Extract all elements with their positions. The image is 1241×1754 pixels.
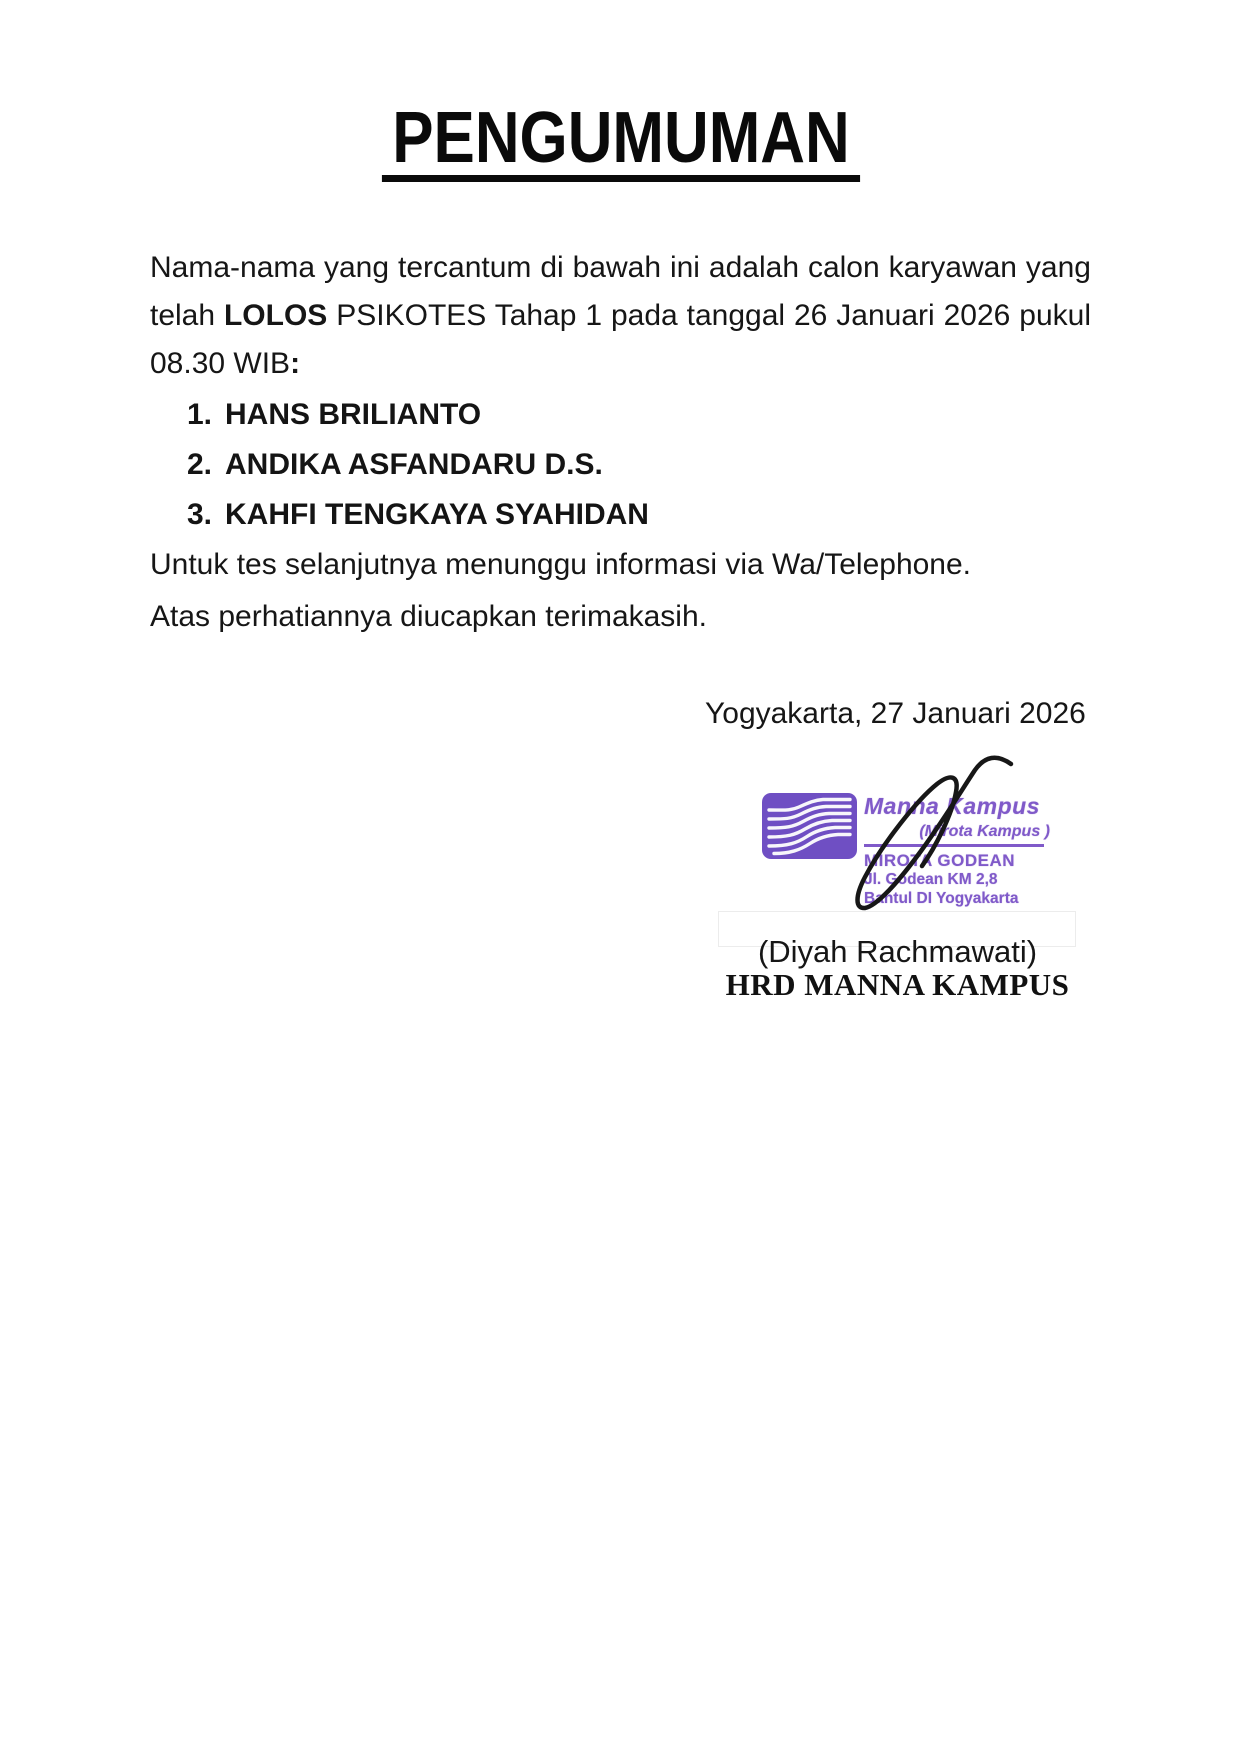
stamp-brand-subname: (Mirota Kampus ) bbox=[919, 823, 1050, 840]
candidate-1-number: 1. bbox=[187, 398, 213, 431]
paragraph-line-1 bbox=[150, 250, 1091, 286]
closing-line-2: Atas perhatiannya diucapkan terimakasih. bbox=[150, 600, 707, 633]
signature-stroke-icon bbox=[825, 748, 1025, 923]
time-colon: : bbox=[290, 347, 301, 380]
candidate-row-3 bbox=[187, 497, 649, 533]
page-title: PENGUMUMAN bbox=[381, 101, 859, 182]
signer-title: HRD MANNA KAMPUS bbox=[725, 967, 1070, 1002]
signer-name: (Diyah Rachmawati) bbox=[757, 934, 1038, 969]
handwritten-signature bbox=[825, 748, 1025, 923]
candidate-3-number: 3. bbox=[187, 498, 213, 531]
closing-line-1: Untuk tes selanjutnya menunggu informasi via Wa/Telephone. bbox=[150, 548, 972, 581]
time-text: 08.30 WIB bbox=[150, 347, 291, 380]
candidate-row-1 bbox=[187, 397, 481, 433]
title-row bbox=[0, 98, 1241, 182]
candidate-2-number: 2. bbox=[187, 448, 213, 481]
paragraph-line-3 bbox=[150, 346, 1091, 382]
candidate-2-name: ANDIKA ASFANDARU D.S. bbox=[225, 448, 603, 481]
candidate-1-name: HANS BRILIANTO bbox=[225, 398, 482, 431]
paragraph-line-2-post: PSIKOTES Tahap 1 pada tanggal 26 Januari 2026 pukul bbox=[327, 299, 1091, 332]
candidate-row-2 bbox=[187, 447, 603, 483]
paragraph-line-2 bbox=[150, 298, 1091, 334]
paragraph-line-2-pre: telah bbox=[150, 299, 224, 332]
paragraph-line-1-text: Nama-nama yang tercantum di bawah ini adalah calon karyawan yang bbox=[150, 251, 1091, 284]
stamp-address-line-1: Jl. Godean KM 2,8 bbox=[864, 871, 998, 888]
candidate-3-name: KAHFI TENGKAYA SYAHIDAN bbox=[225, 498, 649, 531]
place-date-line: Yogyakarta, 27 Januari 2026 bbox=[705, 697, 1086, 730]
stamp-brand-name: Manna Kampus bbox=[864, 793, 1040, 819]
stamp-branch-name: MIROTA GODEAN bbox=[864, 851, 1015, 870]
stamp-address-line-2: Bantul DI Yogyakarta bbox=[864, 889, 1019, 907]
lolos-bold-text: LOLOS bbox=[223, 299, 328, 332]
